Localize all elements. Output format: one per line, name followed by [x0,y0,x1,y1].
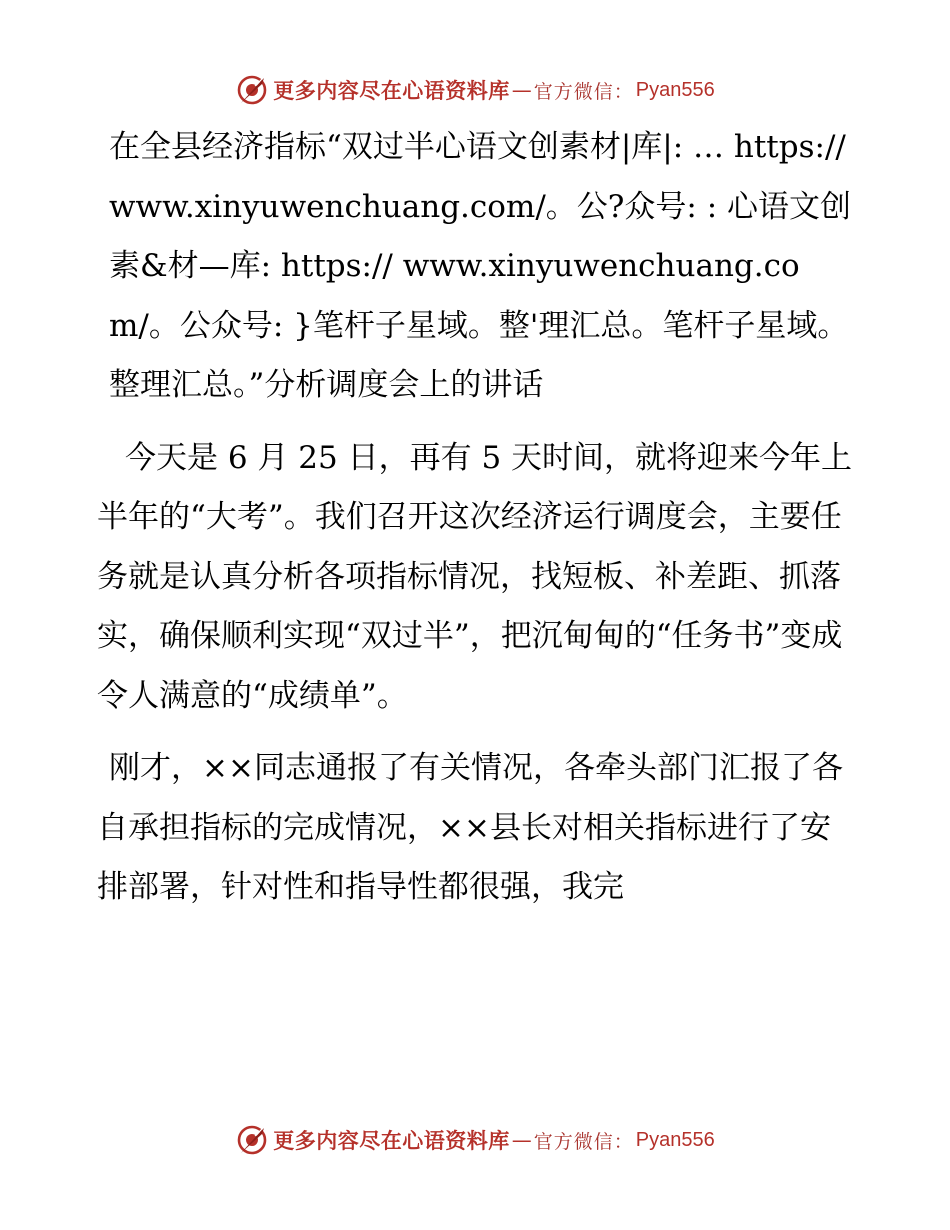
quill-logo-icon [235,73,269,107]
paragraph-1: 今天是 6 月 25 日，再有 5 天时间，就将迎来今年上半年的“大考”。我们召开这次经济运行调度会，主要任务就是认真分析各项指标情况，找短板、补差距、抓落实，确保顺利实现“双过半”，把沉甸甸的“任务书”变成令人满意的“成绩单”。 [97,439,853,714]
banner-wechat-id: Pyan556 [635,78,715,101]
banner-brand: 更多内容尽在心语资料库 [273,1128,510,1153]
banner-dash: — [511,78,532,102]
document-title: 在全县经济指标“双过半心语文创素材|库|: … https://www.xinyuwenchuang.com/。公?众号: : 心语文创素&材—库: https:// www.xinyuwenchuang.com/。公众号: }笔杆子星域。整'理汇总。笔杆子星域。整理汇总。”分析调度会上的讲话 [109,129,851,403]
header-banner [0,68,950,112]
quill-logo-icon [235,1123,269,1157]
footer-banner [0,1118,950,1162]
paragraph-2: 刚才，××同志通报了有关情况，各牵头部门汇报了各自承担指标的完成情况，××县长对相关指标进行了安排部署，针对性和指导性都很强，我完 [97,750,843,905]
document-body [97,118,857,918]
banner-wechat-label: 官方微信： [533,1130,634,1153]
banner-dash: — [511,1128,532,1152]
banner-wechat-label: 官方微信： [533,80,634,103]
banner-brand: 更多内容尽在心语资料库 [273,78,510,103]
banner-wechat-id: Pyan556 [635,1128,715,1151]
